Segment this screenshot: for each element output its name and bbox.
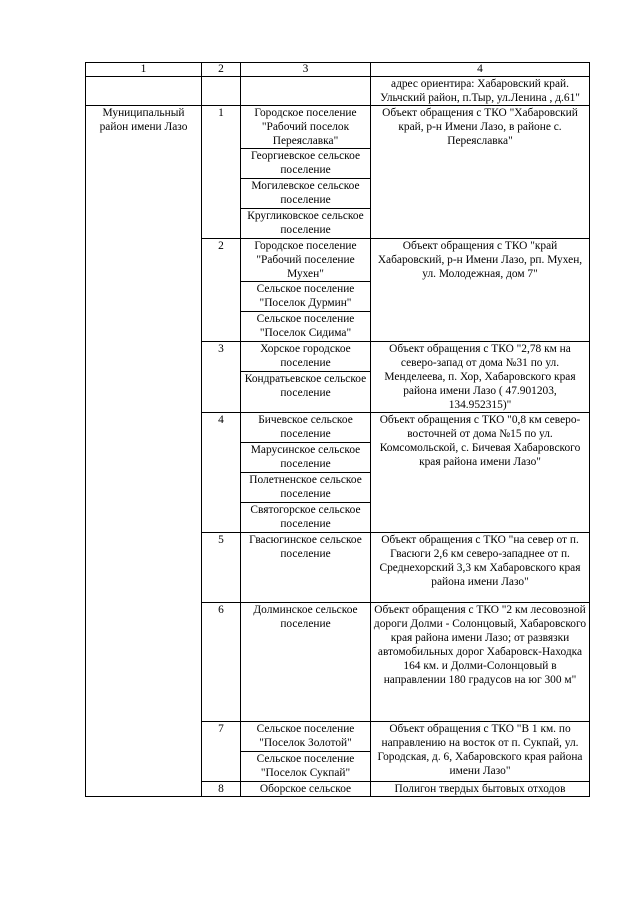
district-cell: Муниципальный район имени Лазо (86, 106, 202, 797)
continuation-row (86, 77, 590, 106)
group-number-cell: 2 (202, 239, 241, 342)
group-number-cell: 8 (202, 782, 241, 797)
site-cell: Объект обращения с ТКО "Хабаровский край, р-н Имени Лазо, в районе с. Переяславка" (371, 106, 590, 239)
header-row (86, 63, 590, 77)
settlement-cell: Городское поселение "Рабочий поселок Переяславка" (241, 106, 371, 149)
site-cell: Объект обращения с ТКО "В 1 км. по направлению на восток от п. Сукпай, ул. Городская, д. 6, Хабаровского края района имени Лазо" (371, 722, 590, 782)
settlement-cell: Оборское сельское (241, 782, 371, 797)
header-cell-2: 2 (202, 63, 241, 77)
site-cell: Объект обращения с ТКО "0,8 км северо-восточней от дома №15 по ул. Комсомольской, с. Бичевая Хабаровского края района имени Лазо" (371, 413, 590, 533)
group-number-cell: 7 (202, 722, 241, 782)
group-number-cell: 6 (202, 603, 241, 722)
group-number-cell: 1 (202, 106, 241, 239)
table-body (86, 63, 590, 797)
settlement-cell: Хорское городское поселение (241, 342, 371, 372)
settlement-cell: Святогорское сельское поселение (241, 503, 371, 533)
settlement-cell: Могилевское сельское поселение (241, 179, 371, 209)
settlement-cell: Долминское сельское поселение (241, 603, 371, 722)
settlement-cell: Городское поселение "Рабочий поселение Мухен" (241, 239, 371, 282)
header-cell-4: 4 (371, 63, 590, 77)
settlement-cell: Сельское поселение "Поселок Дурмин" (241, 282, 371, 312)
group-number-cell: 4 (202, 413, 241, 533)
settlement-cell: Георгиевское сельское поселение (241, 149, 371, 179)
header-cell-3: 3 (241, 63, 371, 77)
site-cell: Объект обращения с ТКО "2 км лесовозной дороги Долми - Солонцовый, Хабаровского края района имени Лазо; от развязки автомобильных дорог Хабаровск-Находка 164 км. и Долми-Солонцовый в направлении 180 градусов на юг 300 м" (371, 603, 590, 722)
header-cell-1: 1 (86, 63, 202, 77)
table-row (86, 106, 590, 149)
num-cell-empty (202, 77, 241, 106)
district-cell-empty (86, 77, 202, 106)
site-cell: Полигон твердых бытовых отходов (371, 782, 590, 797)
group-number-cell: 5 (202, 533, 241, 603)
settlement-cell: Марусинское сельское поселение (241, 443, 371, 473)
settlement-cell: Бичевское сельское поселение (241, 413, 371, 443)
settlement-cell: Кондратьевское сельское поселение (241, 372, 371, 413)
settlement-cell-empty (241, 77, 371, 106)
site-cell: Объект обращения с ТКО "край Хабаровский, р-н Имени Лазо, рп. Мухен, ул. Молодежная, дом 7" (371, 239, 590, 342)
settlement-cell: Сельское поселение "Поселок Золотой" (241, 722, 371, 752)
settlement-cell: Гвасюгинское сельское поселение (241, 533, 371, 603)
settlement-cell: Полетненское сельское поселение (241, 473, 371, 503)
site-cell: Объект обращения с ТКО "на север от п. Гвасюги 2,6 км северо-западнее от п. Среднехорский 3,3 км Хабаровского края района имени Лазо" (371, 533, 590, 603)
settlement-cell: Сельское поселение "Поселок Сидима" (241, 312, 371, 342)
group-number-cell: 3 (202, 342, 241, 413)
settlement-cell: Сельское поселение "Поселок Сукпай" (241, 752, 371, 782)
site-cell: Объект обращения с ТКО "2,78 км на северо-запад от дома №31 по ул. Менделеева, п. Хор, Хабаровского края района имени Лазо ( 47.901203, 134.952315)" (371, 342, 590, 413)
waste-sites-table (85, 62, 590, 797)
site-cell: адрес ориентира: Хабаровский край. Ульчский район, п.Тыр, ул.Ленина , д.61" (371, 77, 590, 106)
settlement-cell: Кругликовское сельское поселение (241, 209, 371, 239)
